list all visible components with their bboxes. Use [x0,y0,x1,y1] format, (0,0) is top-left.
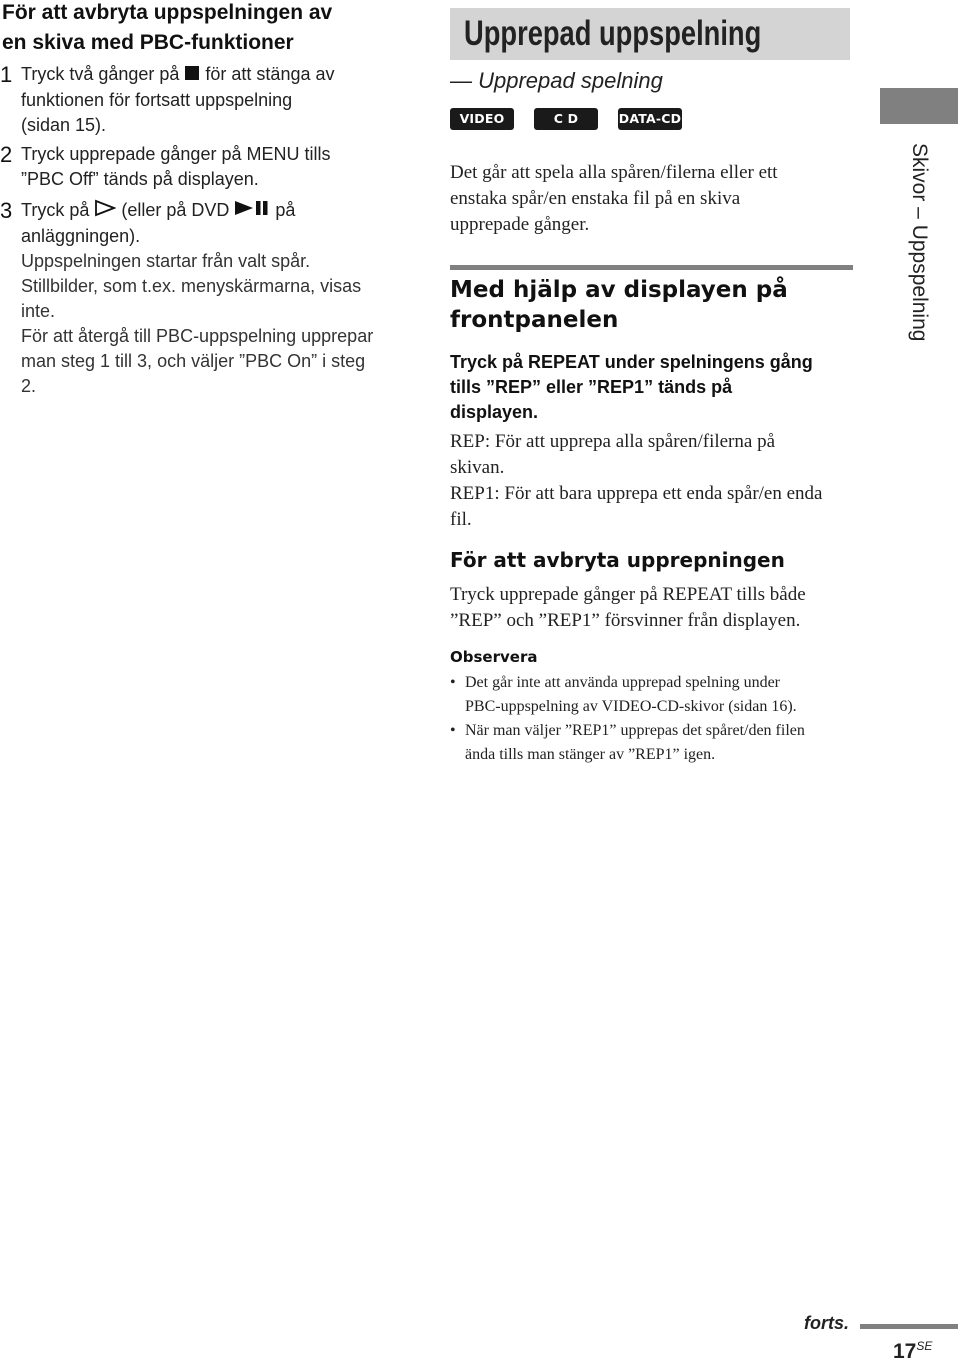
step-text: anläggningen). [21,225,141,246]
heading-line: För att avbryta uppspelningen av [2,1,333,24]
text-line: • Det går inte att använda upprepad spelning under [465,674,780,691]
page-number-value: 17 [893,1340,917,1363]
text-line: tills ”REP” eller ”REP1” tänds på [450,377,733,397]
text-line: upprepade gånger. [450,214,590,235]
intro-paragraph [450,160,860,238]
play-outline-icon [94,199,116,224]
step-text: (eller på DVD [116,200,235,220]
rep-description [450,429,870,533]
step-text: Tryck på [21,200,95,220]
text-line: fil. [450,509,472,530]
badge-video-cd: VIDEO CD [450,108,514,130]
note-item [450,719,870,767]
text-line: PBC-uppspelning av VIDEO-CD-skivor (sidan 16). [465,698,797,715]
step-text: funktionen för fortsatt uppspelning [21,89,293,110]
side-tab-marker [880,88,958,124]
note-heading: Observera [450,648,538,666]
badge-cd: C D [534,108,598,130]
step-2 [0,142,410,192]
step-text: ”PBC Off” tänds på displayen. [21,169,259,189]
text-line: ”REP” och ”REP1” försvinner från displayen. [450,610,801,631]
step-text: för att stänga av [200,64,335,84]
step-note: Stillbilder, som t.ex. menyskärmarna, visas [21,275,362,296]
text-line: displayen. [450,402,539,422]
page-title: Upprepad uppspelning [464,14,762,53]
text-line: ända tills man stänger av ”REP1” igen. [465,746,716,763]
section-heading-stop-pbc [2,0,407,58]
heading-line: frontpanelen [450,307,619,333]
stop-repeat-text [450,582,870,634]
page-title-box [450,8,850,60]
step-3 [0,198,410,399]
step-text: på [270,200,296,220]
continued-label: forts. [804,1313,849,1333]
text-line: REP1: För att bara upprepa ett enda spår/en enda [450,483,823,504]
step-note: Uppspelningen startar från valt spår. [21,250,311,271]
note-item [450,671,870,719]
step-note: man steg 1 till 3, och väljer ”PBC On” i steg [21,350,366,371]
side-tab-label: Skivor – Uppspelning [908,143,931,342]
text-line: Tryck upprepade gånger på REPEAT tills både [450,584,806,605]
step-note: 2. [21,375,37,396]
stop-repeat-heading: För att avbryta upprepningen [450,548,785,572]
page-number [893,1339,932,1364]
step-note: För att återgå till PBC-uppspelning upprepar [21,325,374,346]
text-line: Det går att spela alla spåren/filerna eller ett [450,162,778,183]
text-line: skivan. [450,457,505,478]
step-number: 1 [0,62,13,87]
step-number: 2 [0,142,13,167]
step-text: Tryck upprepade gånger på MENU tills [21,144,331,164]
badge-data-cd: DATA-CD [618,108,682,130]
text-line: Tryck på REPEAT under spelningens gång [450,352,813,372]
play-pause-icon [234,199,270,224]
text-line: • När man väljer ”REP1” upprepas det spåret/den filen [465,722,805,739]
text-line: REP: För att upprepa alla spåren/filerna på [450,431,776,452]
note-list [450,671,870,767]
step-number: 3 [0,198,13,223]
section-heading-display [450,275,788,335]
step-1 [0,62,410,138]
section-rule [450,265,853,270]
continued-bar [860,1324,958,1329]
step-note: inte. [21,300,56,321]
page-subtitle: — Upprepad spelning [450,68,663,93]
step-text: (sidan 15). [21,114,107,135]
heading-line: en skiva med PBC-funktioner [2,31,294,54]
stop-icon [184,63,200,88]
page-number-suffix: SE [916,1339,933,1353]
text-line: enstaka spår/en enstaka fil på en skiva [450,188,741,209]
heading-line: Med hjälp av displayen på [450,277,788,303]
step-text: Tryck två gånger på [21,64,185,84]
instruction [450,350,860,425]
